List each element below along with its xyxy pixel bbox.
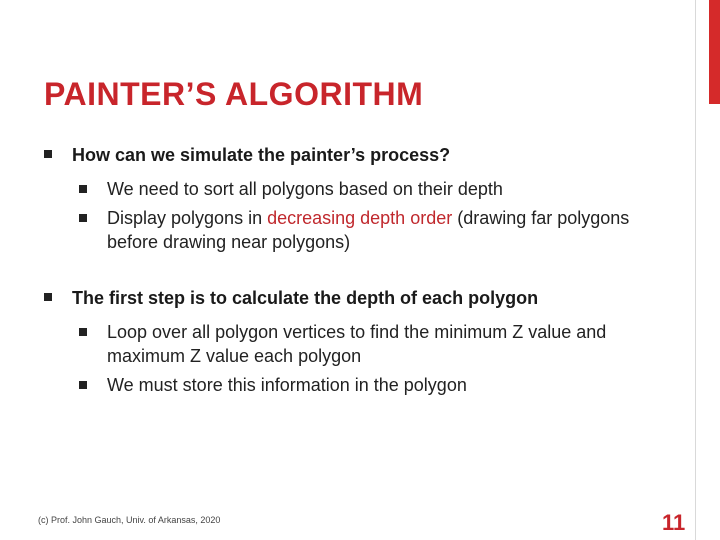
page-number: 11 xyxy=(662,510,686,535)
bullet-text: Loop over all polygon vertices to find the minimum Z value and maximum Z value each polygon xyxy=(107,322,607,366)
emphasis-text: decreasing depth order xyxy=(267,208,453,228)
footer-copyright: (c) Prof. John Gauch, Univ. of Arkansas, 2020 xyxy=(38,515,221,525)
square-bullet-icon xyxy=(79,328,87,336)
sub-bullet-item xyxy=(79,320,644,368)
bullet-list xyxy=(44,143,644,397)
accent-bar xyxy=(709,0,720,104)
bullet-text-before: Display polygons in xyxy=(107,208,268,228)
square-bullet-icon xyxy=(44,150,52,158)
bullet-text: How can we simulate the painter’s process? xyxy=(72,145,451,165)
square-bullet-icon xyxy=(79,185,87,193)
bullet-item xyxy=(44,286,644,310)
bullet-text: We must store this information in the polygon xyxy=(107,375,467,395)
bullet-text: We need to sort all polygons based on their depth xyxy=(107,179,503,199)
right-border-line xyxy=(695,0,696,540)
square-bullet-icon xyxy=(44,293,52,301)
bullet-text-after: (drawing far polygons before drawing near polygons) xyxy=(107,208,630,252)
bullet-text: The first step is to calculate the depth of each polygon xyxy=(72,288,539,308)
square-bullet-icon xyxy=(79,381,87,389)
sub-bullet-item xyxy=(79,373,644,397)
bullet-item xyxy=(44,143,644,167)
slide-title: PAINTER’S ALGORITHM xyxy=(44,76,424,112)
sub-bullet-item xyxy=(79,206,644,254)
sub-bullet-item xyxy=(79,177,644,201)
square-bullet-icon xyxy=(79,214,87,222)
